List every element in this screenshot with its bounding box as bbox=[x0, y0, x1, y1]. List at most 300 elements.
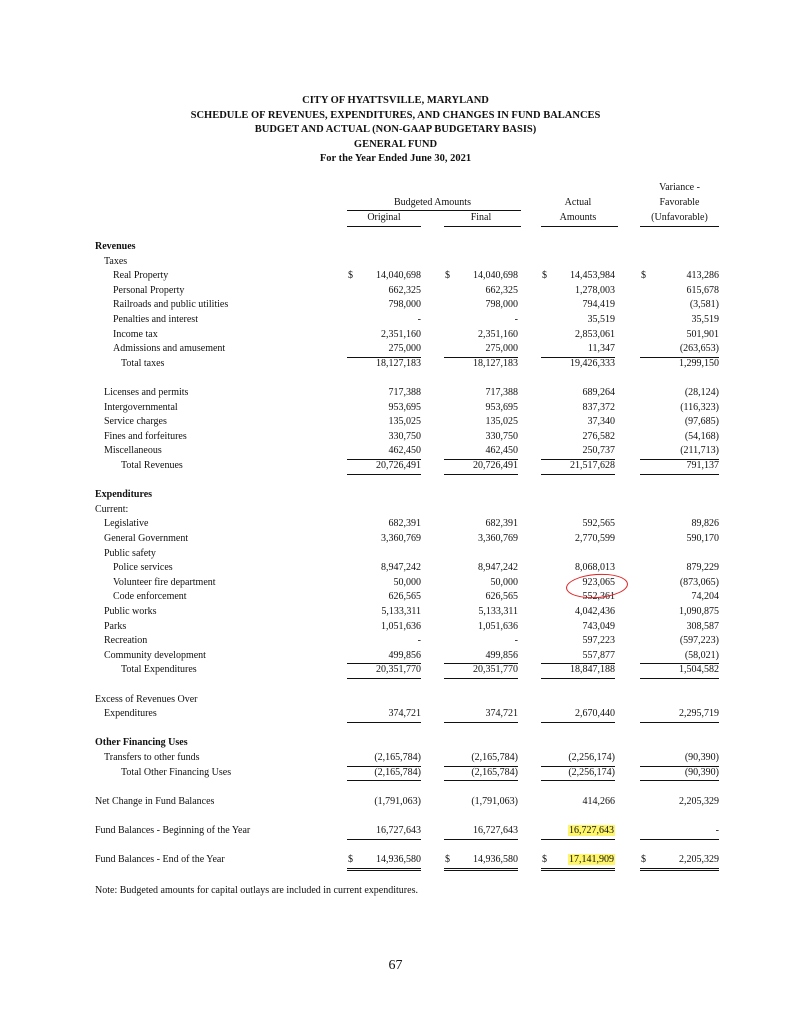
row-label: Volunteer fire department bbox=[113, 576, 216, 588]
cell-text: (28,124) bbox=[684, 387, 719, 398]
cell-text: - bbox=[514, 314, 518, 325]
cell-text: 837,372 bbox=[582, 401, 615, 413]
cell-text: 50,000 bbox=[393, 576, 421, 588]
row-label: Intergovernmental bbox=[104, 401, 178, 413]
cell-text: 18,847,188 bbox=[570, 664, 615, 676]
cell-text: (2,165,784) bbox=[471, 752, 518, 763]
cell-text: 557,877 bbox=[582, 649, 615, 661]
row-value-col0 bbox=[347, 649, 421, 665]
dollar-sign: $ bbox=[445, 854, 450, 866]
cell-text: 8,068,013 bbox=[575, 562, 615, 574]
col-rule-variance bbox=[640, 226, 719, 227]
cell-text: 16,727,643 bbox=[473, 825, 518, 836]
table-row bbox=[0, 357, 791, 372]
cell-text: (597,223) bbox=[679, 635, 719, 647]
cell-text: - bbox=[417, 314, 421, 325]
row-value-col1 bbox=[444, 707, 518, 723]
row-label: Current: bbox=[95, 503, 129, 515]
row-value-col1 bbox=[444, 620, 518, 635]
row-value-col3 bbox=[640, 298, 719, 313]
row-value-col1 bbox=[444, 590, 518, 605]
dollar-sign: $ bbox=[542, 270, 547, 282]
row-value-col2 bbox=[541, 605, 615, 620]
cell-text: 501,901 bbox=[686, 328, 719, 340]
cell-text: 4,042,436 bbox=[575, 606, 615, 617]
cell-text: (58,021) bbox=[684, 649, 719, 661]
row-value-col3 bbox=[640, 576, 719, 591]
col-head-variance-3: (Unfavorable) bbox=[651, 212, 708, 223]
table-row bbox=[0, 328, 791, 343]
row-value-col2 bbox=[541, 240, 615, 255]
cell-text: - bbox=[417, 635, 421, 647]
table-row bbox=[0, 386, 791, 401]
table-row bbox=[0, 620, 791, 635]
row-value-col1 bbox=[444, 415, 518, 430]
cell-text: 37,340 bbox=[587, 416, 615, 428]
row-value-col1 bbox=[444, 517, 518, 532]
row-value-col2 bbox=[541, 255, 615, 270]
row-value-col2 bbox=[541, 693, 615, 708]
row-value-col1 bbox=[444, 444, 518, 460]
row-value-col1 bbox=[444, 736, 518, 751]
row-value-col1 bbox=[444, 605, 518, 620]
dollar-sign: $ bbox=[348, 854, 353, 866]
row-value-col0 bbox=[347, 736, 421, 751]
row-value-col3 bbox=[640, 853, 719, 871]
row-value-col1 bbox=[444, 576, 518, 591]
cell-text: 662,325 bbox=[485, 284, 518, 296]
cell-text: 879,229 bbox=[686, 562, 719, 574]
col-rule-actual bbox=[541, 226, 618, 227]
row-value-col0 bbox=[347, 255, 421, 270]
cell-text: 14,040,698 bbox=[473, 270, 518, 282]
row-value-col2 bbox=[541, 517, 615, 532]
table-row bbox=[0, 401, 791, 416]
row-value-col3 bbox=[640, 444, 719, 460]
row-value-col1 bbox=[444, 824, 518, 840]
cell-text: 626,565 bbox=[388, 591, 421, 603]
row-value-col2 bbox=[541, 649, 615, 665]
table-row bbox=[0, 576, 791, 591]
row-label: Taxes bbox=[104, 255, 128, 267]
row-label: Police services bbox=[113, 562, 173, 574]
row-value-col3 bbox=[640, 386, 719, 401]
row-value-col1 bbox=[444, 766, 518, 782]
dollar-sign: $ bbox=[445, 270, 450, 282]
row-label: Expenditures bbox=[95, 489, 153, 501]
row-label: Fund Balances - Beginning of the Year bbox=[95, 825, 251, 836]
cell-text: 1,051,636 bbox=[381, 620, 421, 632]
row-value-col1 bbox=[444, 386, 518, 401]
row-label: Community development bbox=[104, 649, 206, 661]
table-row bbox=[0, 634, 791, 649]
row-value-col0 bbox=[347, 503, 421, 518]
cell-text: (211,713) bbox=[680, 445, 719, 457]
row-value-col2 bbox=[541, 707, 615, 723]
row-value-col2 bbox=[541, 503, 615, 518]
page-number: 67 bbox=[388, 958, 403, 973]
row-value-col1 bbox=[444, 342, 518, 358]
row-value-col3 bbox=[640, 590, 719, 605]
table-row bbox=[0, 430, 791, 445]
row-value-col3 bbox=[640, 459, 719, 475]
row-value-col2 bbox=[541, 444, 615, 460]
table-row bbox=[0, 342, 791, 357]
table-row bbox=[0, 766, 791, 781]
row-value-col3 bbox=[640, 766, 719, 782]
row-value-col0 bbox=[347, 313, 421, 328]
table-row bbox=[0, 736, 791, 751]
cell-text: 499,856 bbox=[388, 649, 421, 661]
row-value-col1 bbox=[444, 532, 518, 547]
cell-text: 330,750 bbox=[485, 430, 518, 442]
row-value-col1 bbox=[444, 503, 518, 518]
header-line-period: For the Year Ended June 30, 2021 bbox=[319, 153, 472, 164]
cell-text: - bbox=[514, 635, 518, 647]
row-value-col3 bbox=[640, 620, 719, 635]
col-head-actual-1: Actual bbox=[564, 197, 592, 208]
cell-text: 923,065 bbox=[582, 576, 615, 588]
cell-text: 717,388 bbox=[485, 387, 518, 398]
row-label: Net Change in Fund Balances bbox=[95, 795, 215, 807]
cell-text: 626,565 bbox=[485, 591, 518, 603]
row-value-col2 bbox=[541, 547, 615, 562]
row-label: Revenues bbox=[95, 241, 136, 252]
cell-text: 462,450 bbox=[388, 445, 421, 457]
row-value-col0 bbox=[347, 824, 421, 840]
table-row bbox=[0, 488, 791, 503]
row-label: Expenditures bbox=[104, 708, 157, 720]
cell-text: 798,000 bbox=[485, 299, 518, 311]
row-value-col1 bbox=[444, 459, 518, 475]
row-value-col1 bbox=[444, 795, 518, 810]
cell-text: 682,391 bbox=[485, 518, 518, 530]
row-value-col3 bbox=[640, 415, 719, 430]
row-label: Public works bbox=[104, 606, 157, 617]
cell-text: 743,049 bbox=[582, 620, 615, 632]
row-value-col0 bbox=[347, 386, 421, 401]
cell-text: 135,025 bbox=[388, 416, 421, 428]
table-row bbox=[0, 751, 791, 766]
row-value-col3 bbox=[640, 328, 719, 343]
cell-text: 14,936,580 bbox=[376, 854, 421, 866]
cell-text: 17,141,909 bbox=[569, 854, 614, 866]
header-line-schedule: SCHEDULE OF REVENUES, EXPENDITURES, AND CHANGES IN FUND BALANCES bbox=[190, 109, 601, 121]
row-value-col0 bbox=[347, 444, 421, 460]
table-row bbox=[0, 853, 791, 868]
row-value-col0 bbox=[347, 240, 421, 255]
row-label: Code enforcement bbox=[113, 591, 187, 603]
row-value-col0 bbox=[347, 634, 421, 649]
row-value-col2 bbox=[541, 766, 615, 782]
cell-text: 1,090,875 bbox=[679, 606, 719, 617]
row-value-col1 bbox=[444, 663, 518, 679]
cell-text: 953,695 bbox=[388, 401, 421, 413]
table-row bbox=[0, 693, 791, 708]
row-value-col1 bbox=[444, 853, 518, 871]
row-value-col0 bbox=[347, 532, 421, 547]
cell-text: (54,168) bbox=[684, 430, 719, 442]
cell-text: 14,936,580 bbox=[473, 854, 518, 866]
col-head-actual-2: Amounts bbox=[559, 212, 597, 223]
cell-text: 462,450 bbox=[485, 445, 518, 457]
row-label: Real Property bbox=[113, 270, 169, 282]
row-label: Total taxes bbox=[121, 357, 165, 369]
report-header bbox=[0, 94, 791, 167]
row-value-col3 bbox=[640, 269, 719, 284]
row-value-col3 bbox=[640, 795, 719, 810]
row-value-col2 bbox=[541, 620, 615, 635]
cell-text: 276,582 bbox=[582, 430, 615, 442]
col-rule-final bbox=[444, 226, 521, 227]
row-value-col3 bbox=[640, 240, 719, 255]
col-rule-original bbox=[347, 226, 421, 227]
row-value-col1 bbox=[444, 693, 518, 708]
row-value-col2 bbox=[541, 284, 615, 299]
row-label: General Government bbox=[104, 533, 189, 544]
cell-text: - bbox=[715, 825, 719, 836]
cell-text: 2,670,440 bbox=[575, 708, 615, 720]
row-value-col0 bbox=[347, 620, 421, 635]
table-row bbox=[0, 547, 791, 562]
cell-text: 8,947,242 bbox=[478, 562, 518, 574]
row-value-col1 bbox=[444, 255, 518, 270]
col-head-variance-2: Favorable bbox=[659, 197, 700, 208]
table-row bbox=[0, 707, 791, 722]
row-label: Penalties and interest bbox=[113, 314, 198, 325]
table-row bbox=[0, 444, 791, 459]
row-value-col0 bbox=[347, 459, 421, 475]
row-value-col0 bbox=[347, 328, 421, 343]
row-value-col2 bbox=[541, 342, 615, 358]
cell-text: (2,165,784) bbox=[374, 766, 421, 778]
cell-text: 2,295,719 bbox=[679, 708, 719, 720]
row-value-col3 bbox=[640, 751, 719, 767]
cell-text: 330,750 bbox=[388, 430, 421, 442]
cell-text: 11,347 bbox=[587, 343, 615, 355]
cell-text: 14,040,698 bbox=[376, 270, 421, 282]
row-label: Legislative bbox=[104, 518, 149, 530]
cell-text: 308,587 bbox=[686, 620, 719, 632]
cell-text: 16,727,643 bbox=[569, 825, 614, 836]
table-row bbox=[0, 561, 791, 576]
row-value-col1 bbox=[444, 488, 518, 503]
row-value-col2 bbox=[541, 328, 615, 343]
cell-text: (1,791,063) bbox=[471, 795, 518, 807]
row-label: Transfers to other funds bbox=[104, 752, 200, 763]
row-value-col3 bbox=[640, 824, 719, 840]
row-value-col2 bbox=[541, 313, 615, 328]
row-value-col2 bbox=[541, 459, 615, 475]
row-value-col0 bbox=[347, 576, 421, 591]
row-value-col3 bbox=[640, 313, 719, 328]
cell-text: 1,299,150 bbox=[679, 357, 719, 369]
row-value-col3 bbox=[640, 634, 719, 649]
row-value-col0 bbox=[347, 751, 421, 767]
row-value-col1 bbox=[444, 430, 518, 445]
col-head-final: Final bbox=[470, 212, 492, 223]
table-row bbox=[0, 532, 791, 547]
dollar-sign: $ bbox=[348, 270, 353, 282]
row-value-col0 bbox=[347, 795, 421, 810]
cell-text: 35,519 bbox=[587, 314, 615, 325]
row-value-col0 bbox=[347, 401, 421, 416]
row-label: Fund Balances - End of the Year bbox=[95, 854, 225, 866]
row-value-col0 bbox=[347, 605, 421, 620]
cell-text: (263,653) bbox=[679, 343, 719, 355]
row-value-col2 bbox=[541, 357, 615, 372]
cell-text: 682,391 bbox=[388, 518, 421, 530]
table-row bbox=[0, 663, 791, 678]
dollar-sign: $ bbox=[542, 854, 547, 866]
cell-text: 1,051,636 bbox=[478, 620, 518, 632]
table-row bbox=[0, 255, 791, 270]
cell-text: 20,351,770 bbox=[473, 664, 518, 676]
row-value-col3 bbox=[640, 561, 719, 576]
row-label: Public safety bbox=[104, 547, 156, 559]
table-row bbox=[0, 605, 791, 620]
row-value-col0 bbox=[347, 517, 421, 532]
cell-text: (90,390) bbox=[684, 752, 719, 763]
row-value-col1 bbox=[444, 240, 518, 255]
cell-text: 953,695 bbox=[485, 401, 518, 413]
table-row bbox=[0, 503, 791, 518]
col-head-variance-1: Variance - bbox=[659, 182, 700, 193]
row-value-col2 bbox=[541, 298, 615, 313]
cell-text: (2,165,784) bbox=[471, 766, 518, 778]
cell-text: (2,256,174) bbox=[568, 752, 615, 763]
row-label: Admissions and amusement bbox=[113, 343, 226, 355]
cell-text: 689,264 bbox=[582, 387, 615, 398]
table-row bbox=[0, 313, 791, 328]
table-row bbox=[0, 298, 791, 313]
row-label: Total Other Financing Uses bbox=[121, 766, 232, 778]
cell-text: (3,581) bbox=[689, 299, 719, 311]
row-value-col3 bbox=[640, 663, 719, 679]
header-line-fund: GENERAL FUND bbox=[353, 138, 438, 150]
row-value-col3 bbox=[640, 736, 719, 751]
row-value-col0 bbox=[347, 853, 421, 871]
row-value-col2 bbox=[541, 751, 615, 767]
row-value-col3 bbox=[640, 517, 719, 532]
cell-text: 89,826 bbox=[691, 518, 719, 530]
cell-text: 20,351,770 bbox=[376, 664, 421, 676]
cell-text: 794,419 bbox=[582, 299, 615, 311]
row-value-col0 bbox=[347, 561, 421, 576]
cell-text: 2,770,599 bbox=[575, 533, 615, 544]
row-label: Miscellaneous bbox=[104, 445, 162, 457]
cell-text: 414,266 bbox=[582, 795, 615, 807]
row-value-col3 bbox=[640, 532, 719, 547]
row-value-col0 bbox=[347, 766, 421, 782]
cell-text: 5,133,311 bbox=[478, 606, 518, 617]
row-value-col1 bbox=[444, 328, 518, 343]
cell-text: 374,721 bbox=[485, 708, 518, 720]
table-row bbox=[0, 269, 791, 284]
cell-text: 135,025 bbox=[485, 416, 518, 428]
row-value-col2 bbox=[541, 532, 615, 547]
row-value-col3 bbox=[640, 693, 719, 708]
cell-text: 35,519 bbox=[691, 314, 719, 325]
table-row bbox=[0, 240, 791, 255]
cell-text: 18,127,183 bbox=[376, 357, 421, 369]
row-value-col0 bbox=[347, 430, 421, 445]
row-label: Income tax bbox=[113, 328, 158, 340]
dollar-sign: $ bbox=[641, 270, 646, 282]
cell-text: 1,504,582 bbox=[679, 664, 719, 676]
row-value-col3 bbox=[640, 707, 719, 723]
cell-text: (873,065) bbox=[679, 576, 719, 588]
table-row bbox=[0, 415, 791, 430]
cell-text: 2,351,160 bbox=[478, 328, 518, 340]
cell-text: 3,360,769 bbox=[381, 533, 421, 544]
row-value-col1 bbox=[444, 561, 518, 576]
row-value-col1 bbox=[444, 357, 518, 372]
cell-text: 592,565 bbox=[582, 518, 615, 530]
cell-text: 791,137 bbox=[686, 460, 719, 471]
row-value-col0 bbox=[347, 342, 421, 358]
row-value-col2 bbox=[541, 634, 615, 649]
row-value-col2 bbox=[541, 795, 615, 810]
row-value-col2 bbox=[541, 401, 615, 416]
cell-text: 798,000 bbox=[388, 299, 421, 311]
cell-text: 2,351,160 bbox=[381, 328, 421, 340]
table-row bbox=[0, 795, 791, 810]
cell-text: 20,726,491 bbox=[376, 460, 421, 471]
row-value-col3 bbox=[640, 342, 719, 358]
row-label: Other Financing Uses bbox=[95, 737, 188, 749]
row-value-col3 bbox=[640, 605, 719, 620]
cell-text: 552,361 bbox=[582, 591, 615, 603]
table-row bbox=[0, 284, 791, 299]
row-value-col1 bbox=[444, 547, 518, 562]
cell-text: 14,453,984 bbox=[570, 270, 615, 282]
row-value-col3 bbox=[640, 255, 719, 270]
cell-text: 413,286 bbox=[686, 270, 719, 282]
row-value-col1 bbox=[444, 649, 518, 665]
row-value-col1 bbox=[444, 284, 518, 299]
row-value-col2 bbox=[541, 386, 615, 401]
cell-text: (2,165,784) bbox=[374, 752, 421, 763]
row-value-col0 bbox=[347, 415, 421, 430]
header-line-basis: BUDGET AND ACTUAL (NON-GAAP BUDGETARY BASIS) bbox=[254, 124, 537, 135]
row-label: Railroads and public utilities bbox=[113, 299, 229, 311]
row-value-col0 bbox=[347, 357, 421, 372]
row-label: Licenses and permits bbox=[104, 387, 189, 398]
row-value-col1 bbox=[444, 298, 518, 313]
cell-text: (97,685) bbox=[684, 416, 719, 428]
row-value-col3 bbox=[640, 401, 719, 416]
cell-text: 21,517,628 bbox=[570, 460, 615, 471]
col-head-budgeted-group: Budgeted Amounts bbox=[394, 197, 471, 208]
row-value-col3 bbox=[640, 357, 719, 372]
row-value-col2 bbox=[541, 736, 615, 751]
header-line-city: CITY OF HYATTSVILLE, MARYLAND bbox=[302, 95, 489, 106]
row-value-col0 bbox=[347, 298, 421, 313]
cell-text: 615,678 bbox=[686, 284, 719, 296]
cell-text: 717,388 bbox=[388, 387, 421, 398]
cell-text: 19,426,333 bbox=[570, 357, 615, 369]
row-value-col2 bbox=[541, 488, 615, 503]
cell-text: 275,000 bbox=[388, 343, 421, 355]
cell-text: 499,856 bbox=[485, 649, 518, 661]
row-value-col0 bbox=[347, 547, 421, 562]
row-value-col1 bbox=[444, 634, 518, 649]
cell-text: 250,737 bbox=[582, 445, 615, 457]
row-value-col2 bbox=[541, 663, 615, 679]
row-value-col0 bbox=[347, 488, 421, 503]
row-value-col1 bbox=[444, 751, 518, 767]
